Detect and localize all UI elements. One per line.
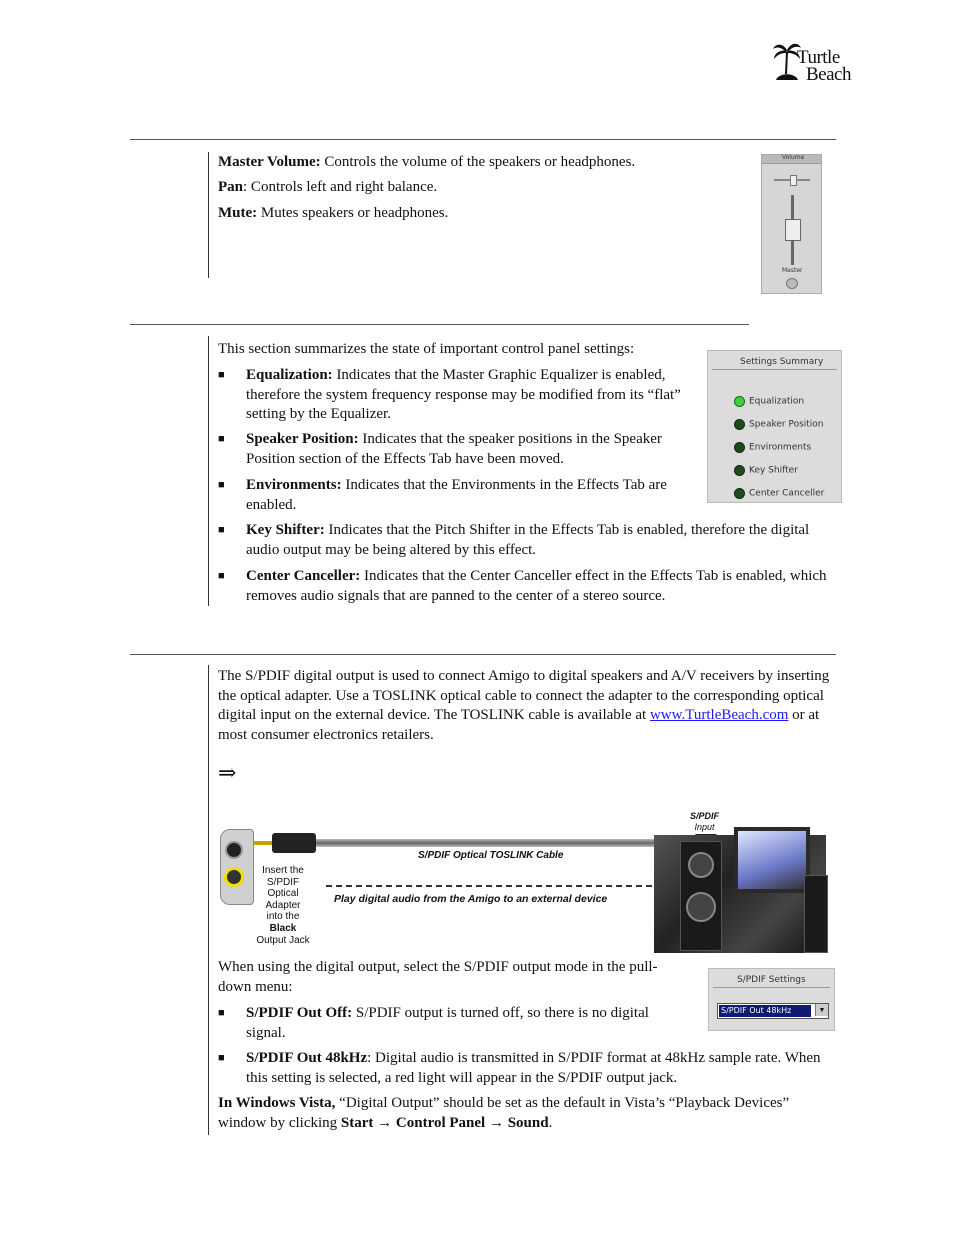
section1-rule <box>130 139 836 140</box>
cable-label: S/PDIF Optical TOSLINK Cable <box>418 850 564 861</box>
turtlebeach-link[interactable]: www.TurtleBeach.com <box>649 707 789 723</box>
environments-indicator-icon <box>734 442 745 453</box>
spdif-intro-paragraph: The S/PDIF digital output is used to connect Amigo to digital speakers and A/V receivers by inserting the optical adapter. Use a TOSLINK optical cable to connect the adapter to the corresponding optical digital input on the external device. The TOSLINK cable is available at www.TurtleBeach.com or at most consumer electronics retailers. <box>218 668 830 743</box>
tv-screen <box>734 827 810 893</box>
spdif-connection-diagram <box>218 805 828 953</box>
speaker-right-icon <box>804 875 828 953</box>
volume-slider-knob[interactable] <box>785 219 801 241</box>
toslink-cable <box>316 839 694 847</box>
insert-instructions: Insert the S/PDIF Optical Adapter into the Black Output Jack <box>256 865 310 946</box>
chevron-down-icon[interactable]: ▼ <box>815 1004 828 1016</box>
mute-button[interactable] <box>786 278 798 289</box>
logo-line1: Turtle <box>797 47 840 68</box>
summary-item-equalization: Equalization <box>734 392 804 410</box>
summary-item-environments: Environments <box>734 438 811 456</box>
key-shifter-indicator-icon <box>734 465 745 476</box>
section3-rule <box>130 654 836 655</box>
summary-item-center-canceller: Center Canceller <box>734 484 824 502</box>
adapter-connector <box>272 833 316 853</box>
settings-summary-panel <box>707 350 842 503</box>
mute-desc: Mute: Mutes speakers or headphones. <box>218 205 449 221</box>
vista-note: In Windows Vista, “Digital Output” should be set as the default in Vista’s “Playback Devices” window by clicking Start → Control Panel → Sound. <box>218 1095 790 1131</box>
spdif-output-jack-icon <box>224 867 244 887</box>
section2-margin-line <box>208 336 209 606</box>
turtle-beach-logo <box>772 40 858 86</box>
headphone-jack-icon <box>225 841 243 859</box>
volume-panel-title: Volume <box>782 154 805 161</box>
master-volume-desc: Master Volume: Controls the volume of the speakers or headphones. <box>218 154 636 170</box>
right-arrow-icon: → <box>373 1114 396 1131</box>
settings-summary-title: Settings Summary <box>740 357 824 367</box>
section2-rule <box>130 324 749 325</box>
spdif-mode-selected: S/PDIF Out 48kHz <box>719 1005 811 1017</box>
speaker-position-indicator-icon <box>734 419 745 430</box>
select-intro: When using the digital output, select the S/PDIF output mode in the pull-down menu: <box>218 959 658 995</box>
spdif-mode-dropdown[interactable] <box>717 1003 829 1019</box>
pan-desc: Pan: Controls left and right balance. <box>218 179 438 195</box>
logo-line2: Beach <box>806 64 851 85</box>
section1-margin-line <box>208 152 209 278</box>
summary-item-key-shifter: Key Shifter <box>734 461 798 479</box>
right-arrow-icon: → <box>485 1114 508 1131</box>
speaker-left-icon <box>680 841 722 951</box>
optical-adapter <box>254 841 272 845</box>
center-canceller-indicator-icon <box>734 488 745 499</box>
dashed-signal-line <box>326 885 702 887</box>
pan-knob[interactable] <box>790 175 797 186</box>
summary-item-speaker-position: Speaker Position <box>734 415 824 433</box>
equalization-indicator-icon <box>734 396 745 407</box>
volume-panel-image <box>761 154 822 294</box>
play-label: Play digital audio from the Amigo to an external device <box>334 893 608 905</box>
master-label: Master <box>782 267 803 274</box>
arrow-symbol: ⇒ <box>218 760 237 785</box>
summary-intro: This section summarizes the state of important control panel settings: <box>218 341 635 357</box>
spdif-settings-title: S/PDIF Settings <box>737 975 806 985</box>
spdif-input-label: S/PDIF Input <box>690 811 720 832</box>
section3-margin-line <box>208 665 209 1135</box>
spdif-settings-panel <box>708 968 835 1031</box>
